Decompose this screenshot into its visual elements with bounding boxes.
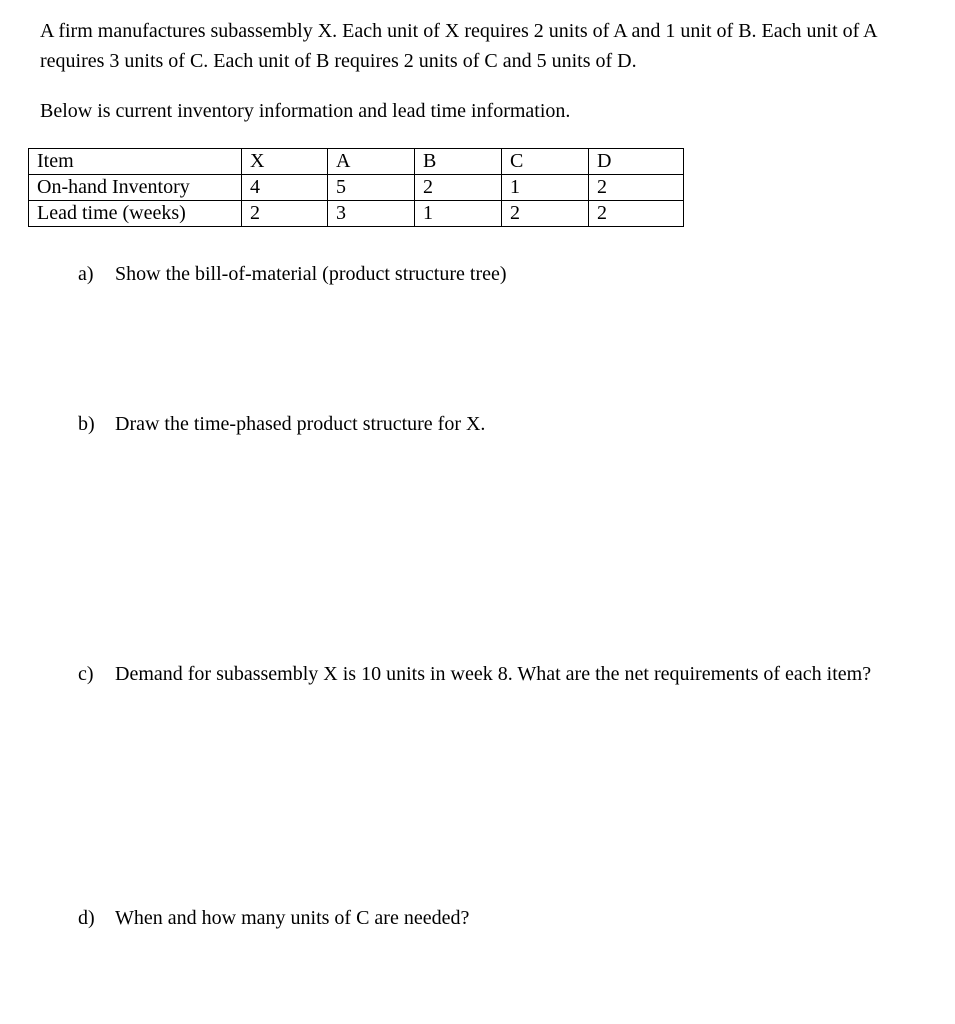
question-b-text: Draw the time-phased product structure for X.	[115, 413, 486, 435]
table-cell: 4	[242, 175, 328, 201]
table-cell: Lead time (weeks)	[29, 201, 242, 227]
table-cell: 5	[328, 175, 415, 201]
table-cell: 2	[242, 201, 328, 227]
table-caption: Below is current inventory information and lead time information.	[40, 100, 571, 122]
table-cell: On-hand Inventory	[29, 175, 242, 201]
table-cell: C	[502, 149, 589, 175]
question-b-letter: b)	[78, 413, 95, 435]
question-d-text: When and how many units of C are needed?	[115, 907, 470, 929]
table-cell: Item	[29, 149, 242, 175]
question-c-text: Demand for subassembly X is 10 units in week 8. What are the net requirements of each item?	[115, 663, 872, 685]
question-a	[78, 259, 915, 289]
table-cell: A	[328, 149, 415, 175]
question-c-letter: c)	[78, 663, 94, 685]
question-d	[78, 903, 915, 933]
table-cell: 2	[415, 175, 502, 201]
table-cell: 1	[502, 175, 589, 201]
question-a-letter: a)	[78, 263, 94, 285]
table-cell: 2	[502, 201, 589, 227]
table-cell: X	[242, 149, 328, 175]
table-cell: D	[589, 149, 684, 175]
table-cell: 1	[415, 201, 502, 227]
table-cell: 3	[328, 201, 415, 227]
intro-paragraph: A firm manufactures subassembly X. Each unit of X requires 2 units of A and 1 unit of B. Each unit of A requires 3 units of C. Each unit of B requires 2 units of C and 5 units of D.	[40, 20, 877, 72]
table-row-header	[29, 149, 684, 175]
table-row-onhand	[29, 175, 684, 201]
question-c	[78, 659, 915, 689]
table-cell: B	[415, 149, 502, 175]
question-a-text: Show the bill-of-material (product structure tree)	[115, 263, 507, 285]
question-b	[78, 409, 915, 439]
question-d-letter: d)	[78, 907, 95, 929]
table-cell: 2	[589, 175, 684, 201]
inventory-table	[28, 148, 684, 227]
table-cell: 2	[589, 201, 684, 227]
table-row-leadtime	[29, 201, 684, 227]
